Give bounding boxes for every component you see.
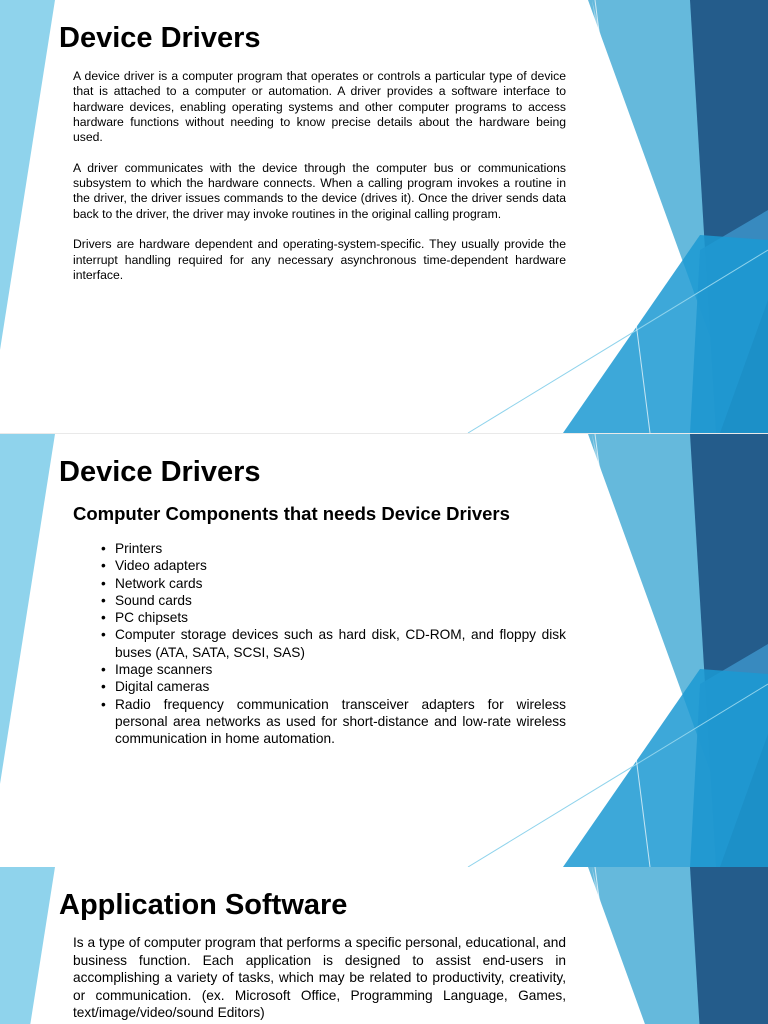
slide-title: Device Drivers	[59, 456, 261, 488]
slide-3	[0, 867, 768, 1024]
slide-title: Device Drivers	[59, 22, 261, 54]
paragraph: A device driver is a computer program that operates or controls a particular type of device that is attached to a computer or automation. A driver provides a software interface to hardware devices, enabling operating systems and other computer programs to access hardware functions without needing to know precise details about the hardware being used.	[73, 69, 566, 145]
paragraph: A driver communicates with the device through the computer bus or communications subsystem to which the hardware connects. When a calling program invokes a routine in the driver, the driver issues commands to the device (drives it). Once the driver sends data back to the driver, the driver may invoke routines in the original calling program.	[73, 160, 566, 221]
list-item: • Sound cards	[101, 592, 566, 609]
list-item: • Computer storage devices such as hard disk, CD-ROM, and floppy disk buses (ATA, SATA, SCSI, SAS)	[101, 626, 566, 661]
slide-1	[0, 0, 768, 433]
slide-subtitle: Computer Components that needs Device Drivers	[73, 503, 510, 524]
bullet-list	[101, 540, 566, 748]
list-item: • Network cards	[101, 575, 566, 592]
paragraph: Drivers are hardware dependent and operating-system-specific. They usually provide the interrupt handling required for any necessary asynchronous time-dependent hardware interface.	[73, 237, 566, 282]
list-item: • Image scanners	[101, 661, 566, 678]
slide-title: Application Software	[59, 889, 348, 921]
list-item: • Radio frequency communication transceiver adapters for wireless personal area networks as used for short-distance and low-rate wireless communication in home automation.	[101, 696, 566, 748]
list-item: • Digital cameras	[101, 678, 566, 695]
slide-2	[0, 434, 768, 867]
list-item: • Printers	[101, 540, 566, 557]
slide-body	[73, 69, 566, 298]
paragraph: Is a type of computer program that performs a specific personal, educational, and business function. Each application is designed to assist end-users in accomplishing a variety of tasks, which may be related to productivity, creativity, or communication. (ex. Microsoft Office, Programming Language, Games, text/image/video/sound Editors)	[73, 935, 566, 1020]
list-item: • Video adapters	[101, 557, 566, 574]
list-item: • PC chipsets	[101, 609, 566, 626]
